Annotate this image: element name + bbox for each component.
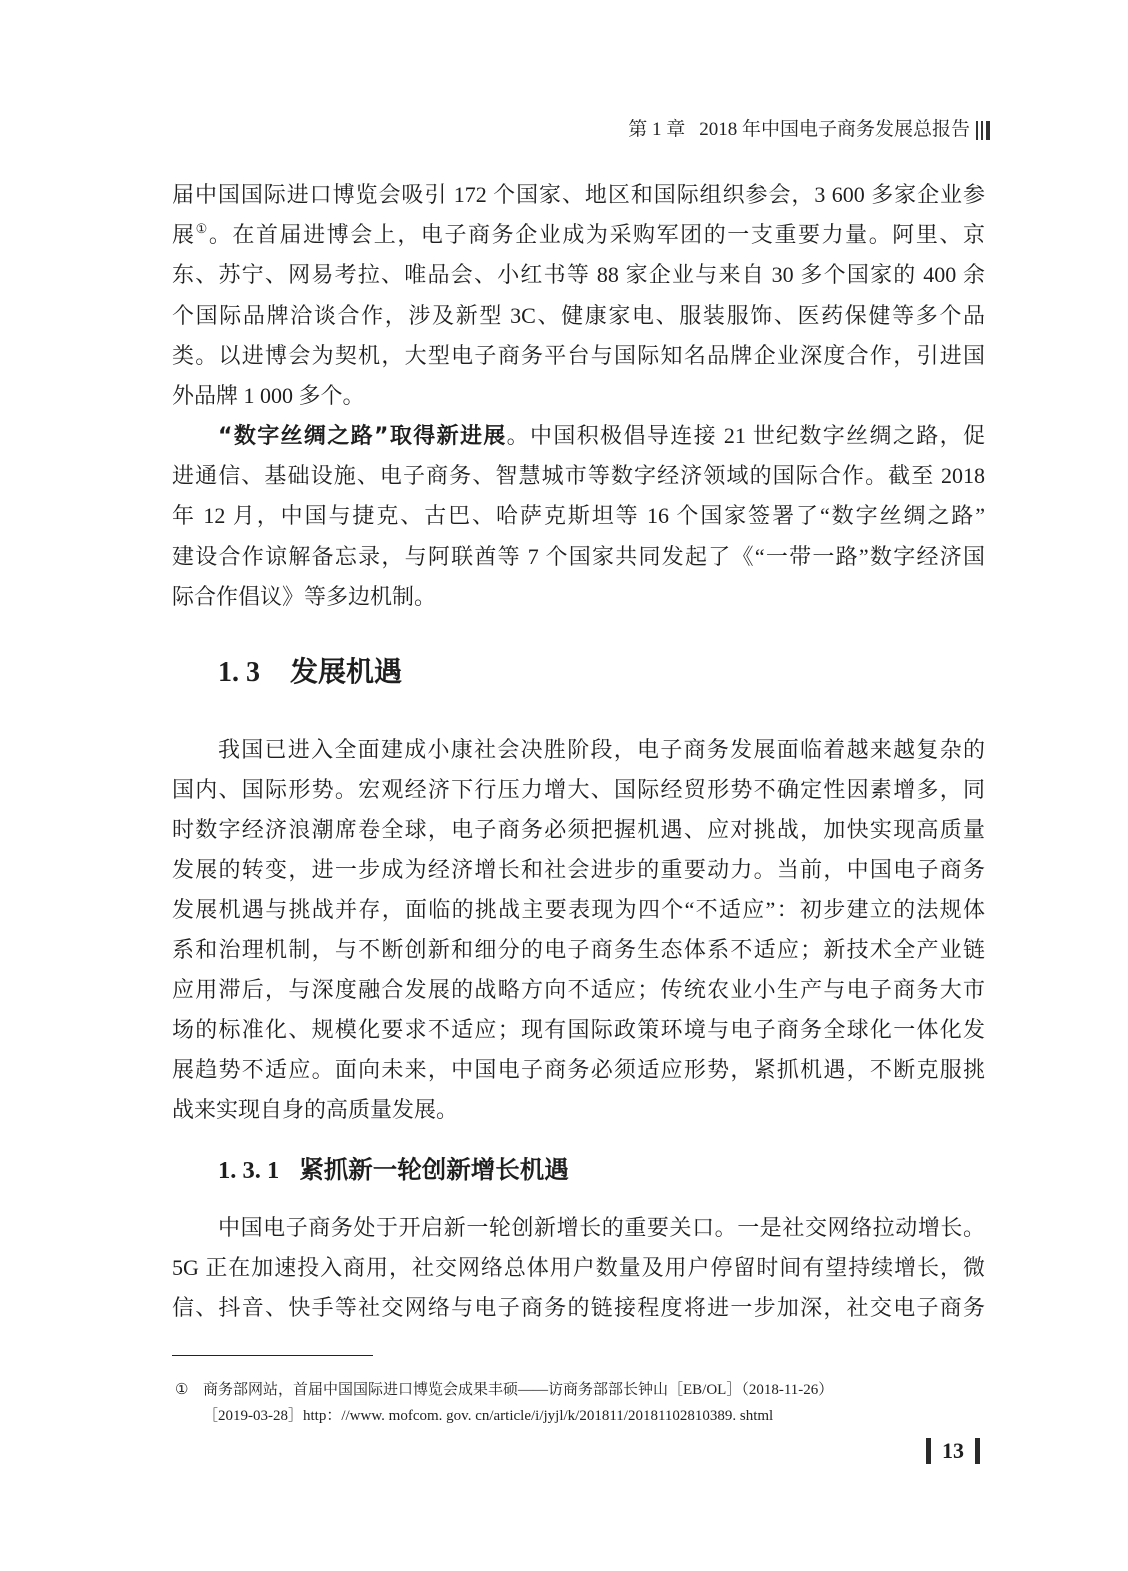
body-line: 国内、国际形势。宏观经济下行压力增大、国际经贸形势不确定性因素增多，同 bbox=[172, 777, 985, 802]
body-line: 类。以进博会为契机，大型电子商务平台与国际知名品牌企业深度合作，引进国 bbox=[172, 342, 985, 368]
body-text: 。中国积极倡导连接 21 世纪数字丝绸之路，促 bbox=[506, 423, 985, 448]
header-bar bbox=[986, 121, 990, 140]
section-heading bbox=[218, 652, 402, 692]
body-line: 个国际品牌洽谈合作，涉及新型 3C、健康家电、服装服饰、医药保健等多个品 bbox=[172, 302, 985, 328]
page-number bbox=[926, 1438, 980, 1464]
header-bars-decoration bbox=[976, 120, 990, 140]
body-line: 场的标准化、规模化要求不适应；现有国际政策环境与电子商务全球化一体化发 bbox=[172, 1017, 985, 1042]
body-line bbox=[172, 215, 985, 255]
section-number: 1. 3 bbox=[218, 657, 260, 688]
body-line: 届中国国际进口博览会吸引 172 个国家、地区和国际组织参会，3 600 多家企业参 bbox=[172, 182, 985, 207]
running-header-title: 2018 年中国电子商务发展总报告 bbox=[699, 119, 970, 140]
chapter-label: 第 1 章 bbox=[628, 119, 686, 140]
footnote-rule bbox=[172, 1355, 373, 1356]
body-line: 建设合作谅解备忘录，与阿联酋等 7 个国家共同发起了《“一带一路”数字经济国 bbox=[172, 543, 985, 569]
body-line: 我国已进入全面建成小康社会决胜阶段，电子商务发展面临着越来越复杂的 bbox=[218, 737, 985, 762]
footnote-line bbox=[175, 1377, 833, 1403]
body-line: 中国电子商务处于开启新一轮创新增长的重要关口。一是社交网络拉动增长。 bbox=[218, 1215, 985, 1240]
body-line: 时数字经济浪潮席卷全球，电子商务必须把握机遇、应对挑战，加快实现高质量 bbox=[172, 817, 985, 842]
run-in-bold-heading: “数字丝绸之路”取得新进展 bbox=[218, 424, 507, 449]
body-line: 信、抖音、快手等社交网络与电子商务的链接程度将进一步加深，社交电子商务 bbox=[172, 1295, 985, 1320]
body-line: 5G 正在加速投入商用，社交网络总体用户数量及用户停留时间有望持续增长，微 bbox=[172, 1255, 985, 1280]
footnote bbox=[175, 1377, 833, 1429]
body-line: 发展的转变，进一步成为经济增长和社会进步的重要动力。当前，中国电子商务 bbox=[172, 857, 985, 882]
page-number-bar-left bbox=[926, 1438, 931, 1464]
subsection-heading bbox=[218, 1150, 569, 1190]
section-title: 发展机遇 bbox=[290, 655, 403, 688]
footnote-marker: ① bbox=[175, 1382, 189, 1398]
footnote-text: 商务部网站，首届中国国际进口博览会成果丰硕——访商务部部长钟山［EB/OL］（2018-11-26） bbox=[203, 1382, 834, 1398]
body-line: 系和治理机制，与不断创新和细分的电子商务生态体系不适应；新技术全产业链 bbox=[172, 937, 985, 962]
body-line: 年 12 月，中国与捷克、古巴、哈萨克斯坦等 16 个国家签署了“数字丝绸之路” bbox=[172, 503, 985, 529]
body-line bbox=[172, 416, 985, 456]
body-line: 展趋势不适应。面向未来，中国电子商务必须适应形势，紧抓机遇，不断克服挑 bbox=[172, 1057, 985, 1082]
body-text: 展 bbox=[172, 222, 196, 248]
body-text: 。在首届进博会上，电子商务企业成为采购军团的一支重要力量。阿里、京 bbox=[208, 222, 985, 248]
page-number-text: 13 bbox=[942, 1438, 964, 1463]
footnote-reference: ① bbox=[195, 221, 209, 237]
body-line: 应用滞后，与深度融合发展的战略方向不适应；传统农业小生产与电子商务大市 bbox=[172, 977, 985, 1002]
body-line: 际合作倡议》等多边机制。 bbox=[172, 583, 437, 609]
footnote-line: ［2019-03-28］http：//www. mofcom. gov. cn/article/i/jyjl/k/201811/20181102810389. shtml bbox=[203, 1408, 774, 1424]
body-line: 进通信、基础设施、电子商务、智慧城市等数字经济领域的国际合作。截至 2018 bbox=[172, 463, 985, 489]
paragraph bbox=[172, 1208, 985, 1328]
body-line: 外品牌 1 000 多个。 bbox=[172, 382, 365, 408]
running-header bbox=[628, 118, 990, 142]
paragraph bbox=[172, 175, 985, 416]
page-number-bar-right bbox=[975, 1438, 980, 1464]
paragraph bbox=[172, 416, 985, 617]
paragraph bbox=[172, 730, 985, 1130]
body-line: 东、苏宁、网易考拉、唯品会、小红书等 88 家企业与来自 30 多个国家的 400 余 bbox=[172, 262, 985, 288]
subsection-number: 1. 3. 1 bbox=[218, 1157, 280, 1184]
subsection-title: 紧抓新一轮创新增长机遇 bbox=[299, 1155, 569, 1184]
body-line: 发展机遇与挑战并存，面临的挑战主要表现为四个“不适应”：初步建立的法规体 bbox=[172, 897, 985, 922]
header-bar bbox=[981, 121, 983, 140]
header-bar bbox=[976, 121, 978, 140]
body-line: 战来实现自身的高质量发展。 bbox=[172, 1097, 459, 1122]
